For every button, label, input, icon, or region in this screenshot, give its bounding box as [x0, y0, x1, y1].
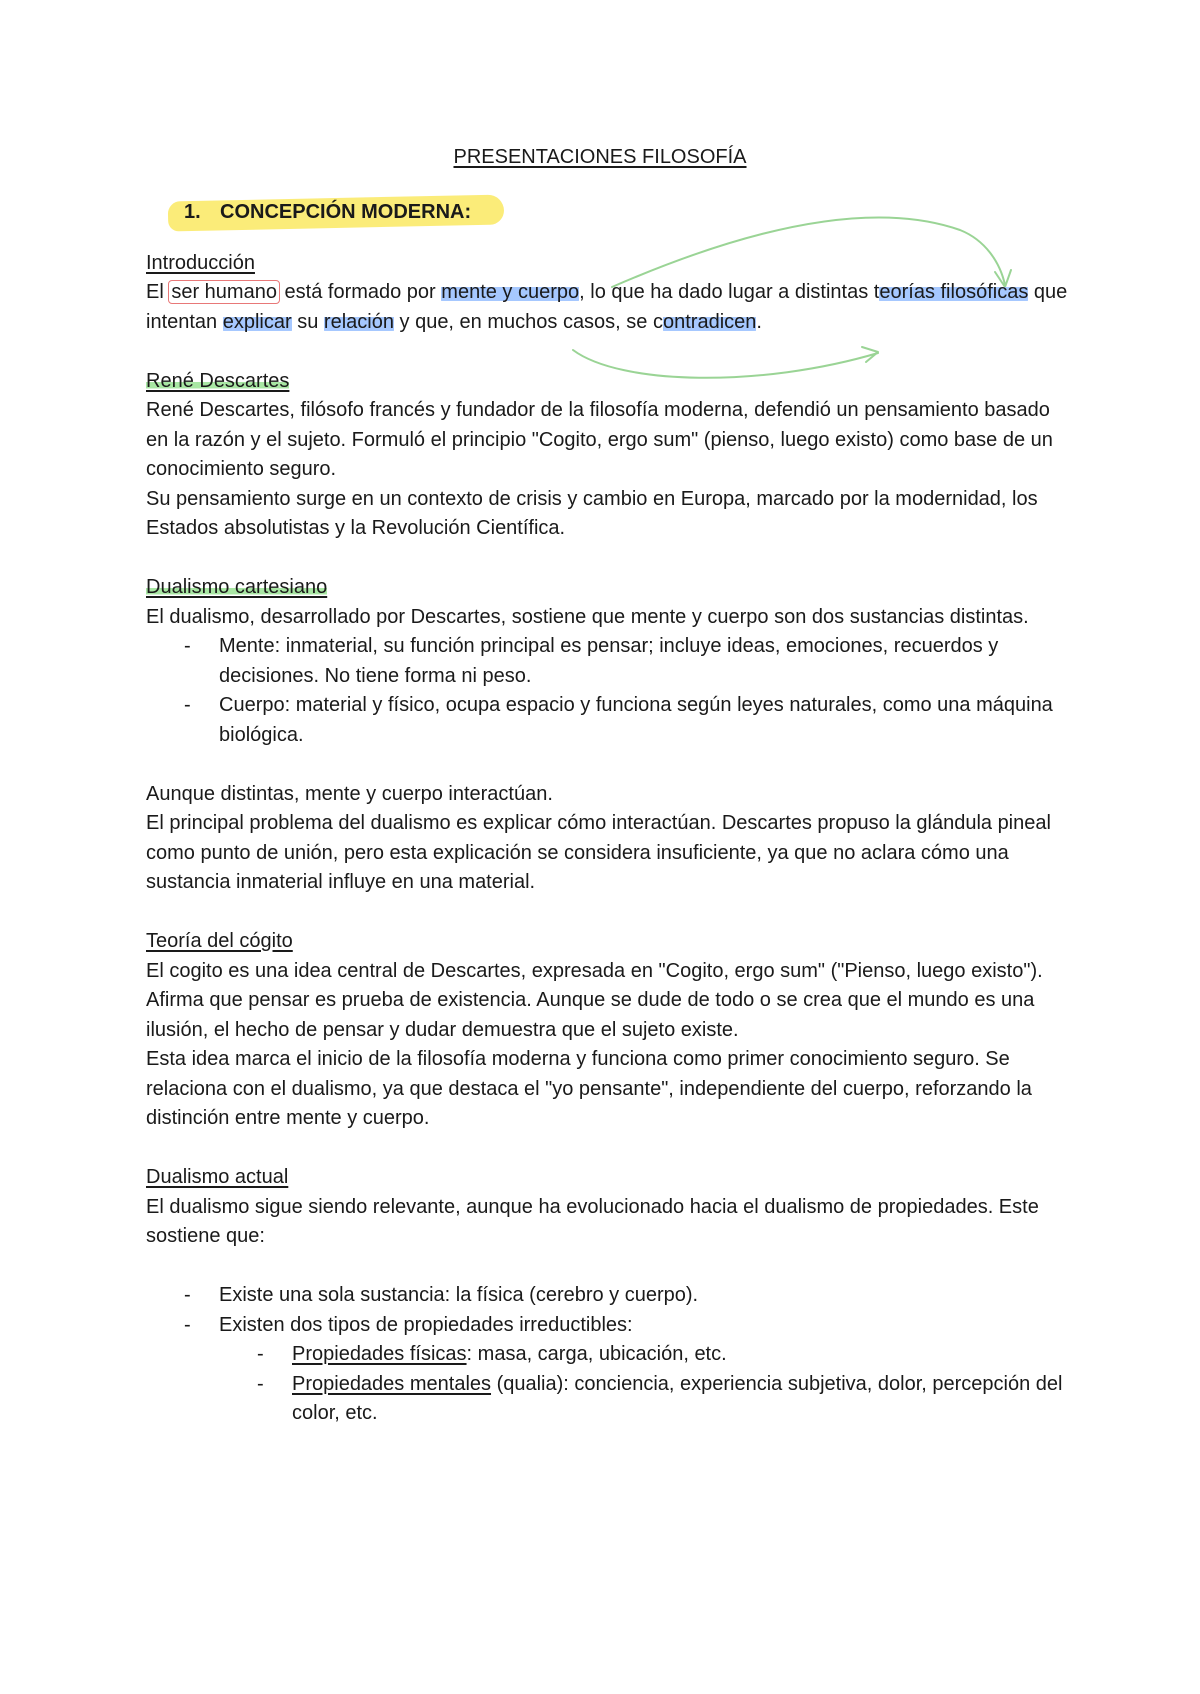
dualismo-paragraph-2: Aunque distintas, mente y cuerpo interactúan.	[146, 782, 553, 805]
list-item: - Existe una sola sustancia: la física (cerebro y cuerpo).	[146, 1281, 1076, 1311]
sub-item-label: Propiedades mentales	[292, 1372, 492, 1395]
struck-phrase: que intentan	[146, 281, 1068, 333]
section-title-dualismo: Dualismo cartesiano	[146, 576, 328, 598]
actual-list	[146, 1281, 1076, 1340]
highlight-mente-cuerpo: mente y cuerpo	[441, 281, 580, 303]
section-descartes	[146, 367, 1076, 544]
heading-1-text	[184, 198, 471, 228]
section-dualismo-actual	[146, 1163, 1076, 1429]
intro-paragraph: El ser humano está formado por mente y cuerpo, lo que ha dado lugar a distintas teorías filosóficas que intentan explicar su relación y que, en muchos casos, se contradicen.	[146, 281, 1068, 333]
list-item: - Propiedades mentales (qualia): conciencia, experiencia subjetiva, dolor, percepción del color, etc.	[219, 1370, 1076, 1429]
section-cogito	[146, 927, 1076, 1134]
dualismo-paragraph-3: El principal problema del dualismo es explicar cómo interactúan. Descartes propuso la glándula pineal como punto de unión, pero esta explicación se considera insuficiente, ya que no aclara cómo una sustancia inmaterial influye en una material.	[146, 812, 1051, 893]
heading-1-label: CONCEPCIÓN MODERNA:	[220, 200, 472, 223]
highlight-teorias: eorías filosóficas	[879, 281, 1029, 303]
dualismo-paragraph-1: El dualismo, desarrollado por Descartes, sostiene que mente y cuerpo son dos sustancias distintas.	[146, 605, 1029, 628]
descartes-paragraph-1: René Descartes, filósofo francés y fundador de la filosofía moderna, defendió un pensamiento basado en la razón y el sujeto. Formuló el principio "Cogito, ergo sum" (pienso, luego existo) como base de un conocimiento seguro.	[146, 399, 1053, 480]
list-item: - Existen dos tipos de propiedades irreductibles:	[146, 1311, 1076, 1341]
cogito-paragraph-2: Esta idea marca el inicio de la filosofía moderna y funciona como primer conocimiento seguro. Se relaciona con el dualismo, ya que destaca el "yo pensante", independiente del cuerpo, reforzando la distinción entre mente y cuerpo.	[146, 1048, 1032, 1129]
heading-1	[146, 193, 1076, 235]
section-introduccion	[146, 249, 1076, 338]
highlight-explicar: explicar	[222, 310, 292, 333]
section-dualismo-cartesiano	[146, 573, 1076, 898]
highlight-contradicen: ontradicen	[662, 310, 757, 333]
actual-sublist	[219, 1340, 1076, 1429]
actual-paragraph-1: El dualismo sigue siendo relevante, aunque ha evolucionado hacia el dualismo de propiedades. Este sostiene que:	[146, 1195, 1039, 1247]
sub-item-label: Propiedades físicas	[292, 1343, 467, 1365]
document-title: PRESENTACIONES FILOSOFÍA	[453, 146, 747, 168]
dualismo-list	[146, 632, 1076, 750]
section-title-cogito: Teoría del cógito	[146, 930, 293, 952]
section-title-dualismo-actual: Dualismo actual	[146, 1166, 289, 1188]
cogito-paragraph-1: El cogito es una idea central de Descartes, expresada en "Cogito, ergo sum" ("Pienso, luego existo"). Afirma que pensar es prueba de existencia. Aunque se dude de todo o se crea que el mundo es una ilusión, el hecho de pensar y dudar demuestra que el sujeto existe.	[146, 959, 1043, 1041]
list-item: - Mente: inmaterial, su función principal es pensar; incluye ideas, emociones, recuerdos y decisiones. No tiene forma ni peso.	[146, 632, 1076, 691]
section-title-descartes: René Descartes	[146, 369, 290, 392]
document-body	[146, 143, 1076, 1429]
list-item: - Propiedades físicas: masa, carga, ubicación, etc.	[219, 1340, 1076, 1370]
descartes-paragraph-2: Su pensamiento surge en un contexto de crisis y cambio en Europa, marcado por la modernidad, los Estados absolutistas y la Revolución Científica.	[146, 487, 1038, 539]
list-item: - Cuerpo: material y físico, ocupa espacio y funciona según leyes naturales, como una máquina biológica.	[146, 691, 1076, 750]
boxed-phrase: ser humano	[171, 281, 277, 303]
heading-1-number: 1.	[184, 200, 201, 223]
section-title-introduccion: Introducción	[146, 251, 255, 274]
highlight-relacion: relación	[323, 310, 394, 333]
